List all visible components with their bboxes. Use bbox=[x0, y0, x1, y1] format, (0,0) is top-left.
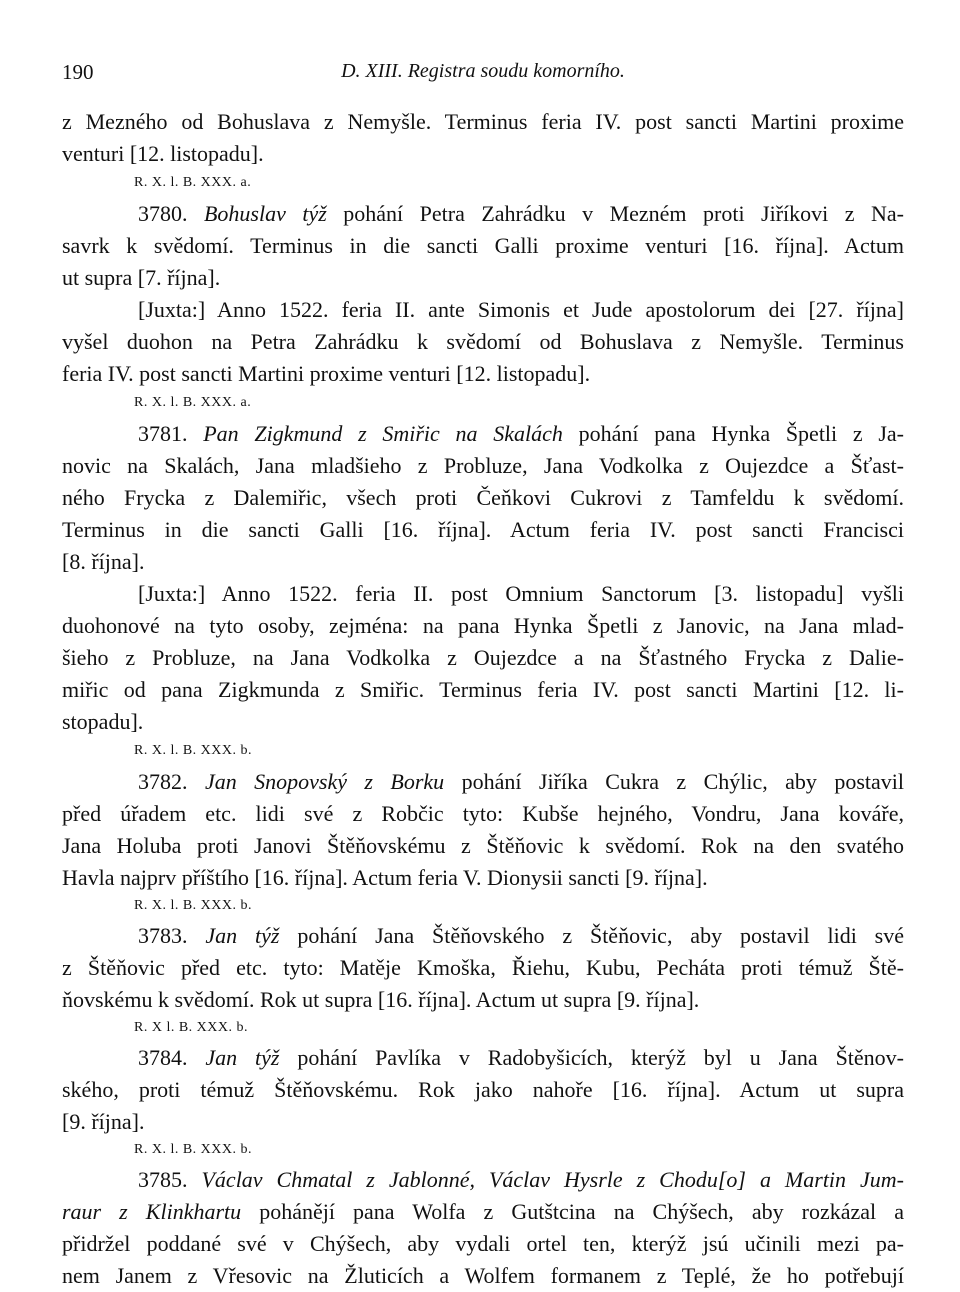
text-run: pohání pana Hynka Špetli z Ja- bbox=[562, 421, 905, 446]
text-line bbox=[62, 358, 904, 390]
text-run: pohání Jiříka Cukra z Chýlic, aby postavil bbox=[444, 769, 905, 794]
entry-3783 bbox=[62, 920, 904, 952]
text-line bbox=[62, 952, 904, 984]
entry-number: 3783. bbox=[138, 923, 206, 948]
page-number: 190 bbox=[62, 60, 94, 84]
text-run: [8. října]. bbox=[62, 549, 145, 574]
text-line bbox=[62, 674, 904, 706]
text-line bbox=[62, 546, 904, 578]
text-run: ut supra [7. října]. bbox=[62, 265, 221, 290]
text-run: pohání Pavlíka v Radobyšicích, kterýž byl u Jana Štěnov- bbox=[279, 1045, 905, 1070]
text-line bbox=[62, 610, 904, 642]
archive-reference bbox=[62, 170, 904, 198]
party-name: Jan týž bbox=[205, 1045, 280, 1070]
text-run: z Mezného od Bohuslava z Nemyšle. Terminus feria IV. post sancti Martini proxime bbox=[62, 109, 904, 134]
text-run: stopadu]. bbox=[62, 709, 144, 734]
party-name: raur z Klinkhartu bbox=[62, 1199, 242, 1224]
party-name: Pan Zigkmund z Smiřic na Skalách bbox=[203, 421, 563, 446]
text-run: savrk k svědomí. Terminus in die sancti Galli proxime venturi [16. října]. Actum bbox=[62, 233, 904, 258]
text-line bbox=[62, 642, 904, 674]
entry-number: 3780. bbox=[138, 201, 204, 226]
text-run: novic na Skalách, Jana mladšieho z Probluze, Jana Vodkolka z Oujezdce a Šťast- bbox=[62, 453, 904, 478]
entry-number: 3782. bbox=[138, 769, 205, 794]
text-line bbox=[62, 1106, 904, 1138]
text-line bbox=[62, 514, 904, 546]
text-line bbox=[62, 294, 904, 326]
text-run: R. X. l. B. XXX. a. bbox=[134, 395, 252, 410]
text-line bbox=[62, 482, 904, 514]
entry-3782 bbox=[62, 766, 904, 798]
text-run: [Juxta:] Anno 1522. feria II. post Omnium Sanctorum [3. listopadu] vyšli bbox=[138, 581, 904, 606]
party-name: Bohuslav týž bbox=[203, 201, 327, 226]
entry-3781 bbox=[62, 418, 904, 450]
text-line bbox=[62, 262, 904, 294]
text-run: R. X. l. B. XXX. b. bbox=[134, 1142, 253, 1157]
text-line bbox=[62, 578, 904, 610]
text-run: Jana Holuba proti Janovi Štěňovskému z Štěňovic k svědomí. Rok na den svatého bbox=[62, 833, 904, 858]
entry-3785 bbox=[62, 1164, 904, 1196]
text-line bbox=[62, 1074, 904, 1106]
page-header bbox=[62, 60, 904, 90]
text-run: R. X. l. B. XXX. b. bbox=[134, 743, 253, 758]
text-run: venturi [12. listopadu]. bbox=[62, 141, 264, 166]
text-run: ského, proti témuž Štěňovskému. Rok jako nahoře [16. října]. Actum ut supra bbox=[62, 1077, 904, 1102]
text-run: pohání Jana Štěňovského z Štěňovic, aby postavil lidi své bbox=[279, 923, 905, 948]
entry-number: 3781. bbox=[138, 421, 204, 446]
text-run: pohání Petra Zahrádku v Mezném proti Jiříkovi z Na- bbox=[326, 201, 904, 226]
party-name: Jan Snopovský z Borku bbox=[204, 769, 445, 794]
text-run: R. X l. B. XXX. b. bbox=[134, 1020, 249, 1035]
text-line bbox=[62, 984, 904, 1016]
archive-reference bbox=[62, 738, 904, 766]
text-line bbox=[62, 138, 904, 170]
text-line bbox=[62, 106, 904, 138]
text-run: nem Janem z Vřesovic na Žluticích a Wolfem formanem z Teplé, že ho potřebují bbox=[62, 1263, 904, 1288]
text-run: přidržel poddané své v Chýšech, aby vydali ortel ten, kterýž jsú učinili mezi pa- bbox=[62, 1231, 904, 1256]
archive-reference bbox=[62, 390, 904, 418]
text-run: před úřadem etc. lidi své z Robčic tyto: Kubše hejného, Vondru, Jana kováře, bbox=[62, 801, 904, 826]
text-line bbox=[62, 450, 904, 482]
text-run: R. X. l. B. XXX. b. bbox=[134, 898, 253, 913]
page-body bbox=[62, 106, 904, 1292]
text-line bbox=[62, 1260, 904, 1292]
archive-reference bbox=[62, 894, 904, 920]
text-run: miřic od pana Zigkmunda z Smiřic. Terminus feria IV. post sancti Martini [12. li- bbox=[62, 677, 904, 702]
text-line bbox=[62, 830, 904, 862]
text-line bbox=[62, 862, 904, 894]
text-run: šieho z Probluze, na Jana Vodkolka z Oujezdce a na Šťastného Frycka z Dalie- bbox=[62, 645, 904, 670]
text-run: ňovskému k svědomí. Rok ut supra [16. října]. Actum ut supra [9. října]. bbox=[62, 987, 700, 1012]
text-line bbox=[62, 230, 904, 262]
entry-3780 bbox=[62, 198, 904, 230]
entry-number: 3784. bbox=[138, 1045, 206, 1070]
entry-3784 bbox=[62, 1042, 904, 1074]
running-title: D. XIII. Registra soudu komorního. bbox=[341, 60, 625, 82]
text-run: Terminus in die sancti Galli [16. října]. Actum feria IV. post sancti Francisci bbox=[62, 517, 904, 542]
text-run: R. X. l. B. XXX. a. bbox=[134, 175, 252, 190]
text-run: vyšel duohon na Petra Zahrádku k svědomí od Bohuslava z Nemyšle. Terminus bbox=[62, 329, 904, 354]
text-run: Havla najprv příštího [16. října]. Actum feria V. Dionysii sancti [9. října]. bbox=[62, 865, 708, 890]
archive-reference bbox=[62, 1138, 904, 1164]
text-run: z Štěňovic před etc. tyto: Matěje Kmoška, Řiehu, Kubu, Pecháta proti témuž Ště- bbox=[62, 955, 904, 980]
text-line bbox=[62, 798, 904, 830]
text-line bbox=[62, 1196, 904, 1228]
archive-reference bbox=[62, 1016, 904, 1042]
text-line bbox=[62, 706, 904, 738]
text-run: [Juxta:] Anno 1522. feria II. ante Simonis et Jude apostolorum dei [27. října] bbox=[138, 297, 904, 322]
entry-number: 3785. bbox=[138, 1167, 202, 1192]
text-run: [9. října]. bbox=[62, 1109, 145, 1134]
text-run: duohonové na tyto osoby, zejména: na pana Hynka Špetli z Janovic, na Jana mlad- bbox=[62, 613, 904, 638]
text-run: ného Frycka z Dalemiřic, všech proti Čeňkovi Cukrovi z Tamfeldu k svědomí. bbox=[62, 485, 904, 510]
text-line bbox=[62, 1228, 904, 1260]
text-run: feria IV. post sancti Martini proxime venturi [12. listopadu]. bbox=[62, 361, 591, 386]
party-name: Václav Chmatal z Jablonné, Václav Hysrle z Chodu[o] a Martin Jum- bbox=[201, 1167, 904, 1192]
text-line bbox=[62, 326, 904, 358]
text-run: pohánějí pana Wolfa z Gutštcina na Chýšech, aby rozkázal a bbox=[241, 1199, 904, 1224]
party-name: Jan týž bbox=[205, 923, 280, 948]
